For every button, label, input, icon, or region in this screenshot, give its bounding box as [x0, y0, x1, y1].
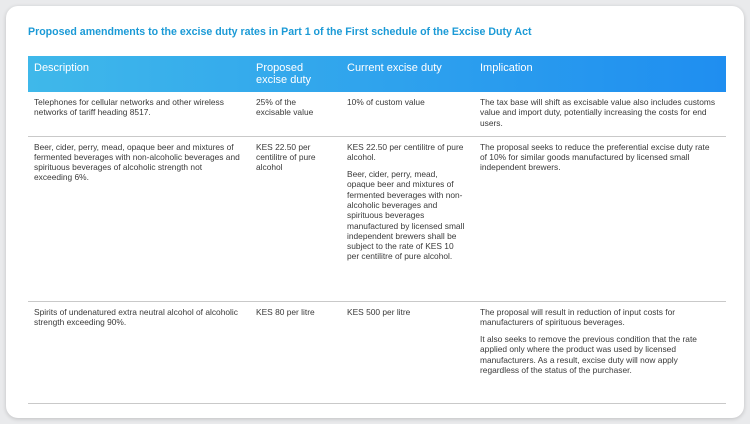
cell-current: [341, 301, 474, 403]
cell-paragraph: It also seeks to remove the previous condition that the rate applied only where the product was used by licensed manufacturers. As a result, excise duty will now apply regardless of the status of the purchaser.: [480, 334, 697, 375]
excise-duty-table: [28, 56, 726, 404]
cell-paragraph: KES 22.50 per centilitre of pure alcohol.: [347, 141, 464, 162]
header-implication: Implication: [480, 62, 533, 74]
page-title: Proposed amendments to the excise duty rates in Part 1 of the First schedule of the Excise Duty Act: [28, 26, 532, 38]
header-description: Description: [34, 62, 90, 74]
cell-description: Beer, cider, perry, mead, opaque beer and mixtures of fermented beverages with non-alcoholic beverages and spirituous beverages of alcoholic strength not exceeding 6%.: [28, 136, 250, 301]
cell-implication: [474, 136, 726, 301]
cell-current: [341, 92, 474, 136]
cell-proposed: KES 80 per litre: [250, 301, 341, 403]
cell-current: [341, 136, 474, 301]
cell-description: Telephones for cellular networks and other wireless networks of tariff heading 8517.: [28, 92, 250, 136]
cell-paragraph: The proposal seeks to reduce the preferential excise duty rate of 10% for similar goods manufactured by licensed small independent brewers.: [480, 141, 710, 173]
cell-proposed: 25% of the excisable value: [250, 92, 341, 136]
header-current-excise-duty: Current excise duty: [347, 62, 442, 74]
cell-paragraph: The tax base will shift as excisable value also includes customs value and import duty, potentially increasing the costs for end users.: [480, 97, 716, 128]
content-card: [6, 6, 744, 418]
cell-description: Spirits of undenatured extra neutral alcohol of alcoholic strength exceeding 90%.: [28, 301, 250, 403]
cell-paragraph: The proposal will result in reduction of input costs for manufacturers of spirituous beverages.: [480, 306, 676, 327]
cell-paragraph: KES 500 per litre: [347, 306, 411, 317]
table-header-row: [28, 56, 726, 92]
cell-implication: [474, 92, 726, 136]
header-proposed-excise-duty: Proposed excise duty: [256, 62, 312, 86]
cell-paragraph: Beer, cider, perry, mead, opaque beer and mixtures of fermented beverages with non-alcoholic beverages and spirituous beverages manufactured by licensed small independent brewers shall be subject to the rate of KES 10 per centilitre of pure alcohol.: [347, 169, 465, 262]
cell-implication: [474, 301, 726, 403]
table-row: [28, 136, 726, 301]
table-row: [28, 301, 726, 403]
table-row: [28, 92, 726, 136]
cell-proposed: KES 22.50 per centilitre of pure alcohol: [250, 136, 341, 301]
cell-paragraph: 10% of custom value: [347, 97, 425, 107]
